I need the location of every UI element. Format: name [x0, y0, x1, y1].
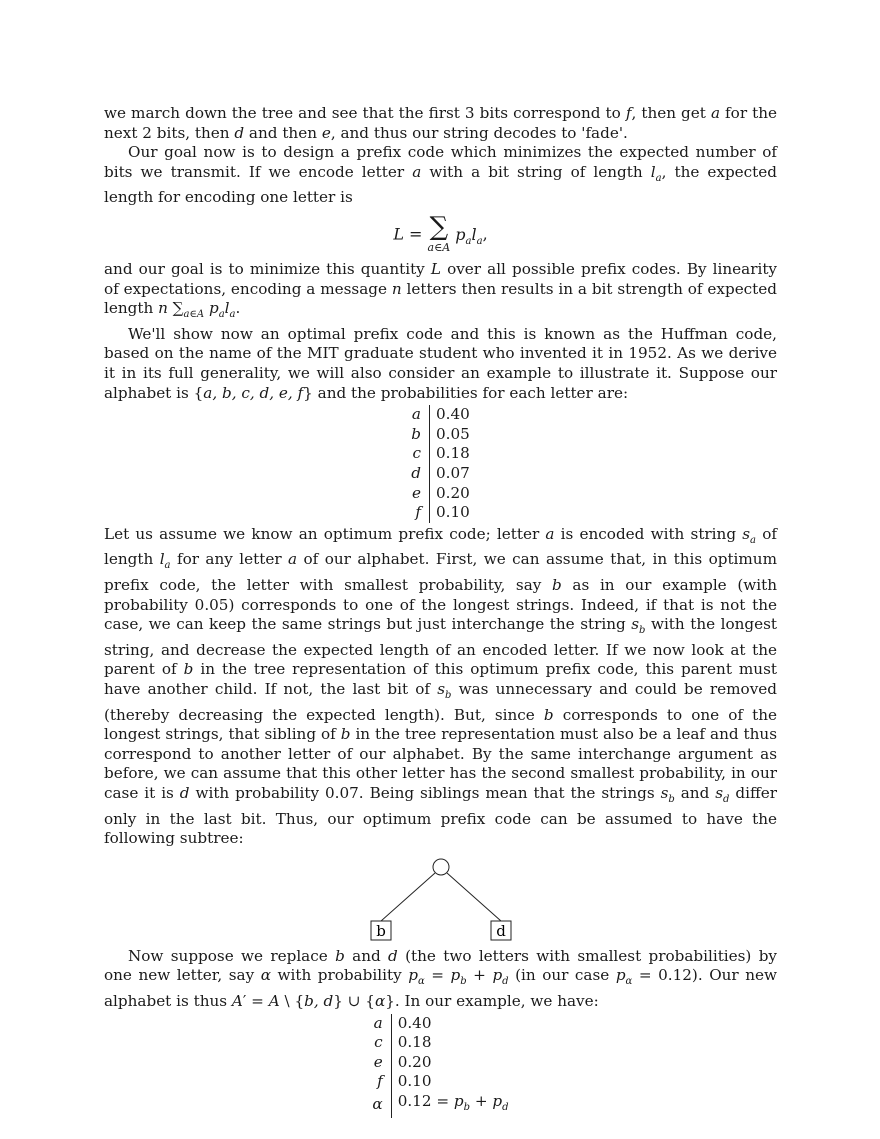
subtree-diagram: [361, 855, 521, 941]
left-edge: [381, 873, 435, 921]
table-row: [405, 425, 476, 445]
letter-cell: e: [405, 484, 429, 504]
letter-cell: d: [405, 464, 429, 484]
leaf-b-label: b: [375, 921, 386, 940]
paragraph-3: and our goal is to minimize this quantity L over all possible prefix codes. By linearity of expectations, encoding a message n letters then results in a bit strength of expected length n $\sum_{a\in A}$ $p_al_a$.: [104, 260, 777, 321]
probability-cell: 0.20: [397, 1052, 432, 1071]
probability-cell: 0.18: [397, 1033, 432, 1052]
probability-table: [405, 405, 476, 523]
new-probability-table: [366, 1014, 514, 1118]
paragraph-1: we march down the tree and see that the first 3 bits correspond to f, then get a for the next 2 bits, then d and then e, and thus our string decodes to 'fade'.: [104, 104, 778, 142]
probability-cell: 0.40: [397, 1013, 432, 1032]
table-row: [366, 1053, 514, 1073]
letter-cell: α: [366, 1092, 391, 1118]
letter-cell: f: [366, 1072, 391, 1092]
paragraph-6: Now suppose we replace b and d (the two letters with smallest probabilities) by one new letter, say α with probability $p_\alpha = p_b + p_d$ (in our case $p_\alpha = 0.12$). Our new alphabet is thus A′ = A \ {b, d} ∪ {α}. In our example, we have:: [104, 946, 777, 1011]
expected-length-equation: L = ∑ a∈A $p_al_a$,: [393, 212, 488, 254]
probability-cell: $0.12 = p_b + p_d$: [397, 1092, 509, 1114]
letter-cell: c: [405, 444, 429, 464]
letter-cell: f: [405, 503, 429, 523]
table-row: [405, 484, 476, 504]
letter-cell: a: [366, 1014, 391, 1034]
probability-cell: 0.18: [435, 444, 470, 463]
paragraph-4: We'll show now an optimal prefix code and this is known as the Huffman code, based on the name of the MIT graduate student who invented it in 1952. As we derive it in its full generality, we will also consider an example to illustrate it. Suppose our alphabet is {a, b, c, d, e, f} and the probabilities for each letter are:: [104, 324, 777, 402]
paragraph-5: Let us assume we know an optimum prefix code; letter a is encoded with string $s_a$ of length $l_a$ for any letter a of our alphabet. First, we can assume that, in this optimum prefix code, the letter with smallest probability, say b as in our example (with probability 0.05) corresponds to one of the longest strings. Indeed, if that is not the case, we can keep the same strings but just interchange the string $s_b$ with the longest string, and decrease the expected length of an encoded letter. If we now look at the parent of b in the tree representation of this optimum prefix code, this parent must have another child. If not, the last bit of $s_b$ was unnecessary and could be removed (thereby decreasing the expected length). But, since b corresponds to one of the longest strings, that sibling of b in the tree representation must also be a leaf and thus correspond to another letter of our alphabet. By the same interchange argument as before, we can assume that this other letter has the second smallest probability, in our case it is d with probability 0.07. Being siblings mean that the strings $s_b$ and $s_d$ differ only in the last bit. Thus, our optimum prefix code can be assumed to have the following subtree:: [104, 524, 778, 848]
right-edge: [447, 873, 501, 921]
page-body: [104, 104, 777, 1120]
letter-cell: e: [366, 1053, 391, 1073]
table-row: [405, 464, 476, 484]
leaf-d-label: d: [495, 921, 506, 940]
table-row: [405, 503, 476, 523]
probability-cell: 0.20: [435, 483, 470, 502]
table-row: [405, 444, 476, 464]
table-row: [366, 1072, 514, 1092]
probability-cell: 0.07: [435, 463, 470, 482]
probability-cell: 0.40: [435, 405, 470, 424]
probability-cell: 0.10: [397, 1072, 432, 1091]
table-row: [405, 405, 476, 425]
letter-cell: c: [366, 1033, 391, 1053]
probability-cell: 0.10: [435, 503, 470, 522]
letter-cell: b: [405, 425, 429, 445]
table-row: [366, 1033, 514, 1053]
table-row: [366, 1092, 514, 1118]
letter-cell: a: [405, 405, 429, 425]
probability-cell: 0.05: [435, 424, 470, 443]
table-row: [366, 1014, 514, 1034]
parent-node: [433, 859, 449, 875]
paragraph-2: Our goal now is to design a prefix code which minimizes the expected number of bits we transmit. If we encode letter a with a bit string of length $l_a$, the expected length for encoding one letter is: [104, 143, 777, 207]
